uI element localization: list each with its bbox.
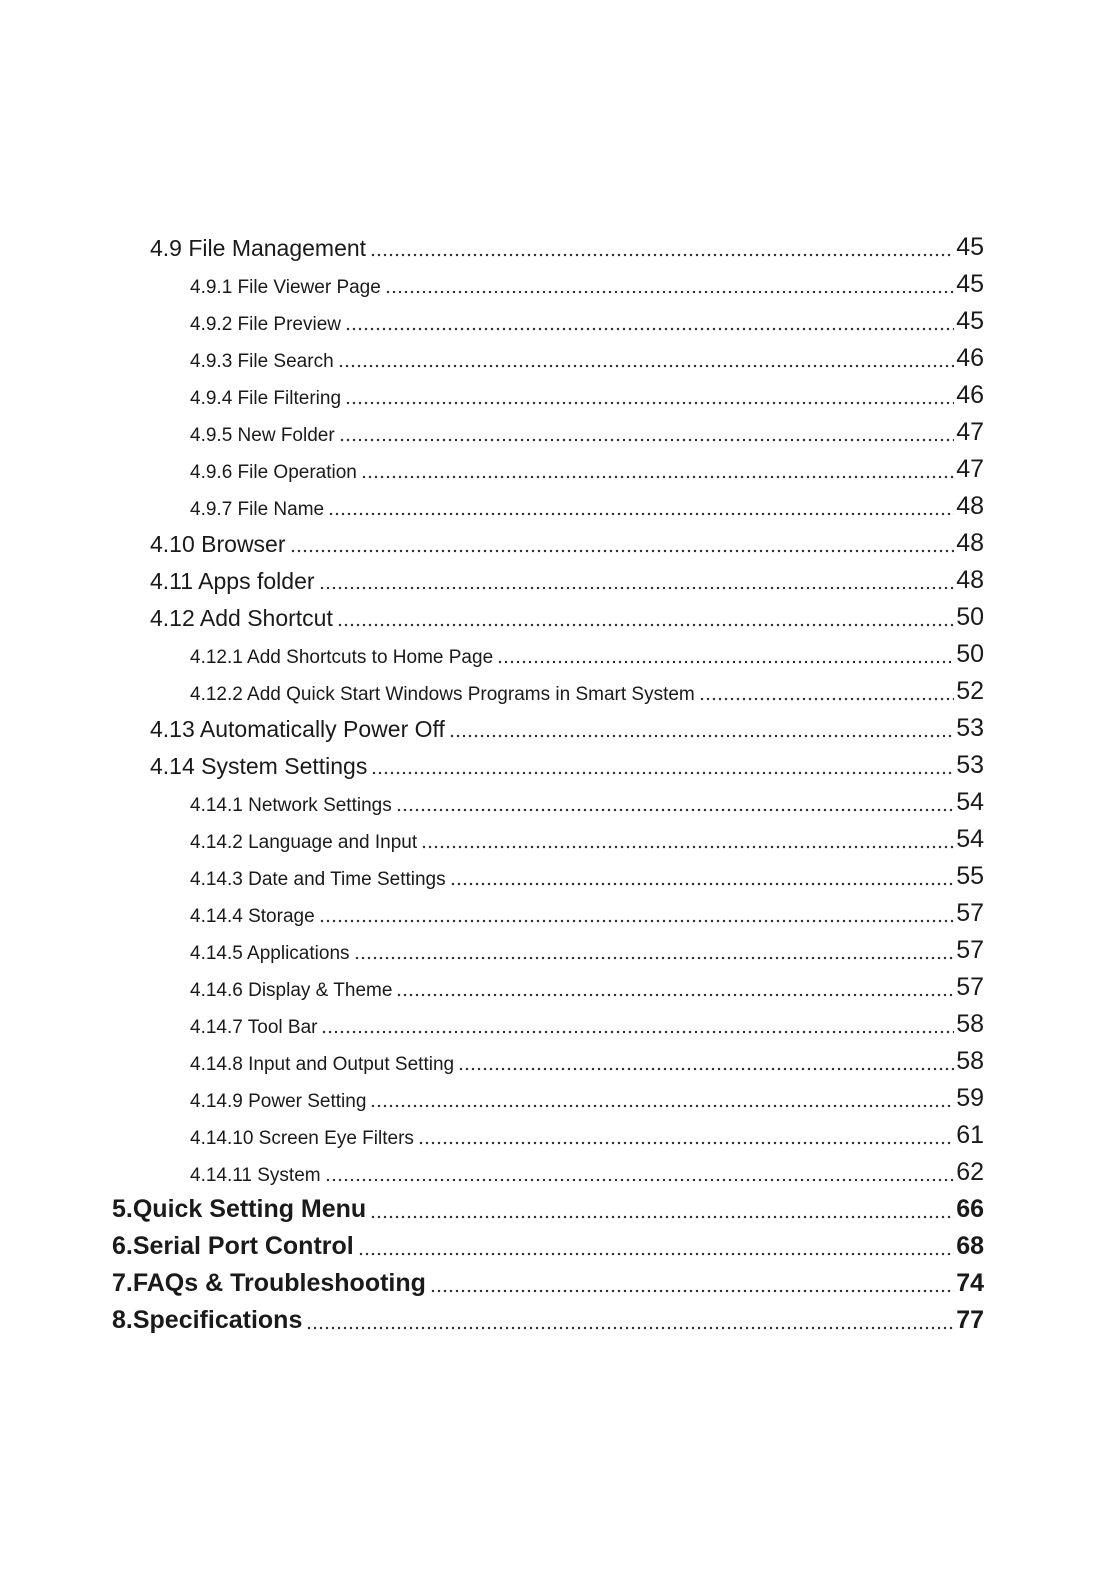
toc-dot-leader (458, 1067, 954, 1071)
toc-entry-title: 4.9.1 File Viewer Page (190, 277, 381, 298)
toc-dot-leader (418, 1141, 954, 1145)
toc-entry-page-number: 59 (956, 1084, 984, 1112)
toc-entry[interactable] (190, 341, 984, 373)
toc-dot-leader (396, 993, 954, 997)
toc-entry-page-number: 46 (956, 381, 984, 409)
toc-entry-title: 4.9.3 File Search (190, 351, 334, 372)
toc-entry[interactable] (190, 452, 984, 484)
toc-entry-page-number: 52 (956, 677, 984, 705)
toc-entry-title: 4.14.8 Input and Output Setting (190, 1054, 455, 1075)
toc-dot-leader (319, 919, 955, 923)
toc-dot-leader (328, 512, 954, 516)
toc-entry[interactable] (150, 748, 984, 780)
toc-entry-page-number: 48 (956, 566, 984, 594)
toc-entry-title: 7.FAQs & Troubleshooting (112, 1269, 426, 1297)
toc-entry-title: 4.14.4 Storage (190, 906, 315, 927)
toc-entry-page-number: 45 (956, 270, 984, 298)
toc-dot-leader (370, 253, 954, 257)
toc-entry-page-number: 66 (956, 1195, 984, 1223)
toc-entry-page-number: 58 (956, 1010, 984, 1038)
toc-entry-page-number: 74 (956, 1269, 984, 1297)
toc-entry[interactable] (190, 859, 984, 891)
toc-entry[interactable] (190, 415, 984, 447)
toc-entry-title: 4.14.2 Language and Input (190, 832, 418, 853)
toc-entry[interactable] (190, 674, 984, 706)
toc-entry-title: 4.10 Browser (150, 531, 286, 557)
toc-entry[interactable] (190, 822, 984, 854)
toc-dot-leader (290, 549, 955, 553)
toc-entry-page-number: 54 (956, 825, 984, 853)
toc-entry[interactable] (150, 526, 984, 558)
toc-dot-leader (361, 475, 954, 479)
toc-entry-page-number: 57 (956, 936, 984, 964)
toc-dot-leader (345, 401, 954, 405)
toc-entry-page-number: 46 (956, 344, 984, 372)
toc-entry-title: 4.14.10 Screen Eye Filters (190, 1128, 414, 1149)
toc-entry-title: 4.9.7 File Name (190, 499, 325, 520)
toc-entry[interactable] (150, 711, 984, 743)
toc-entry-title: 4.14.6 Display & Theme (190, 980, 393, 1001)
toc-entry[interactable] (190, 933, 984, 965)
toc-dot-leader (385, 290, 954, 294)
toc-entry-title: 4.14.11 System (190, 1165, 321, 1186)
toc-dot-leader (699, 697, 954, 701)
toc-entry[interactable] (190, 304, 984, 336)
toc-entry[interactable] (150, 563, 984, 595)
toc-entry-title: 4.11 Apps folder (150, 568, 315, 594)
toc-entry[interactable] (190, 1155, 984, 1187)
toc-entry-title: 5.Quick Setting Menu (112, 1195, 367, 1223)
toc-entry-page-number: 45 (956, 233, 984, 261)
toc-entry-title: 4.12.2 Add Quick Start Windows Programs in Smart System (190, 684, 695, 705)
toc-dot-leader (306, 1326, 954, 1330)
toc-dot-leader (421, 845, 954, 849)
toc-dot-leader (325, 1178, 955, 1182)
toc-entry-page-number: 57 (956, 973, 984, 1001)
toc-entry-page-number: 48 (956, 492, 984, 520)
toc-entry[interactable] (190, 1007, 984, 1039)
toc-entry-title: 8.Specifications (112, 1306, 303, 1334)
toc-entry-page-number: 50 (956, 640, 984, 668)
toc-entry[interactable] (190, 1044, 984, 1076)
toc-entry[interactable] (190, 1118, 984, 1150)
toc-dot-leader (338, 364, 955, 368)
toc-entry-page-number: 62 (956, 1158, 984, 1186)
toc-entry-page-number: 57 (956, 899, 984, 927)
toc-entry-title: 4.9.2 File Preview (190, 314, 342, 335)
toc-entry-title: 4.9 File Management (150, 235, 367, 261)
toc-entry[interactable] (190, 970, 984, 1002)
toc-dot-leader (319, 586, 955, 590)
toc-entry-page-number: 48 (956, 529, 984, 557)
toc-entry[interactable] (190, 267, 984, 299)
toc-entry-page-number: 47 (956, 455, 984, 483)
toc-entry[interactable] (190, 378, 984, 410)
toc-entry[interactable] (150, 230, 984, 262)
toc-entry-title: 4.14 System Settings (150, 753, 368, 779)
toc-entry-page-number: 77 (956, 1306, 984, 1334)
toc-entry-title: 4.14.9 Power Setting (190, 1091, 367, 1112)
toc-entry-page-number: 45 (956, 307, 984, 335)
toc-dot-leader (337, 623, 954, 627)
toc-entry-title: 4.14.7 Tool Bar (190, 1017, 318, 1038)
toc-entry[interactable] (112, 1192, 984, 1224)
toc-entry-title: 4.12 Add Shortcut (150, 605, 333, 631)
toc-dot-leader (345, 327, 954, 331)
toc-dot-leader (371, 771, 954, 775)
toc-entry[interactable] (190, 896, 984, 928)
toc-entry-page-number: 55 (956, 862, 984, 890)
toc-entry[interactable] (112, 1266, 984, 1298)
toc-entry-title: 4.9.4 File Filtering (190, 388, 342, 409)
toc-entry-title: 4.9.5 New Folder (190, 425, 335, 446)
toc-entry-title: 4.14.5 Applications (190, 943, 350, 964)
toc-entry-title: 4.14.3 Date and Time Settings (190, 869, 446, 890)
toc-dot-leader (430, 1289, 954, 1293)
toc-entry-title: 4.13 Automatically Power Off (150, 716, 445, 742)
toc-dot-leader (321, 1030, 954, 1034)
toc-entry-page-number: 54 (956, 788, 984, 816)
toc-dot-leader (450, 882, 955, 886)
toc-dot-leader (339, 438, 955, 442)
toc-entry-page-number: 61 (956, 1121, 984, 1149)
toc-dot-leader (396, 808, 954, 812)
toc-entry-title: 4.12.1 Add Shortcuts to Home Page (190, 647, 494, 668)
toc-dot-leader (449, 734, 954, 738)
toc-entry-page-number: 53 (956, 751, 984, 779)
toc-entry[interactable] (190, 785, 984, 817)
toc-entry-page-number: 50 (956, 603, 984, 631)
toc-dot-leader (358, 1252, 954, 1256)
toc-entry[interactable] (190, 637, 984, 669)
toc-entry-title: 4.14.1 Network Settings (190, 795, 392, 816)
toc-entry[interactable] (150, 600, 984, 632)
toc-entry[interactable] (112, 1303, 984, 1335)
toc-dot-leader (354, 956, 955, 960)
toc-entry[interactable] (112, 1229, 984, 1261)
toc-entry-page-number: 58 (956, 1047, 984, 1075)
toc-entry-page-number: 47 (956, 418, 984, 446)
toc-entry-page-number: 68 (956, 1232, 984, 1260)
toc-entry-title: 4.9.6 File Operation (190, 462, 357, 483)
toc-entry[interactable] (190, 1081, 984, 1113)
toc-entry-title: 6.Serial Port Control (112, 1232, 354, 1260)
toc-dot-leader (497, 660, 954, 664)
toc-dot-leader (370, 1104, 954, 1108)
toc-dot-leader (370, 1215, 954, 1219)
toc-entry-page-number: 53 (956, 714, 984, 742)
toc-entry[interactable] (190, 489, 984, 521)
